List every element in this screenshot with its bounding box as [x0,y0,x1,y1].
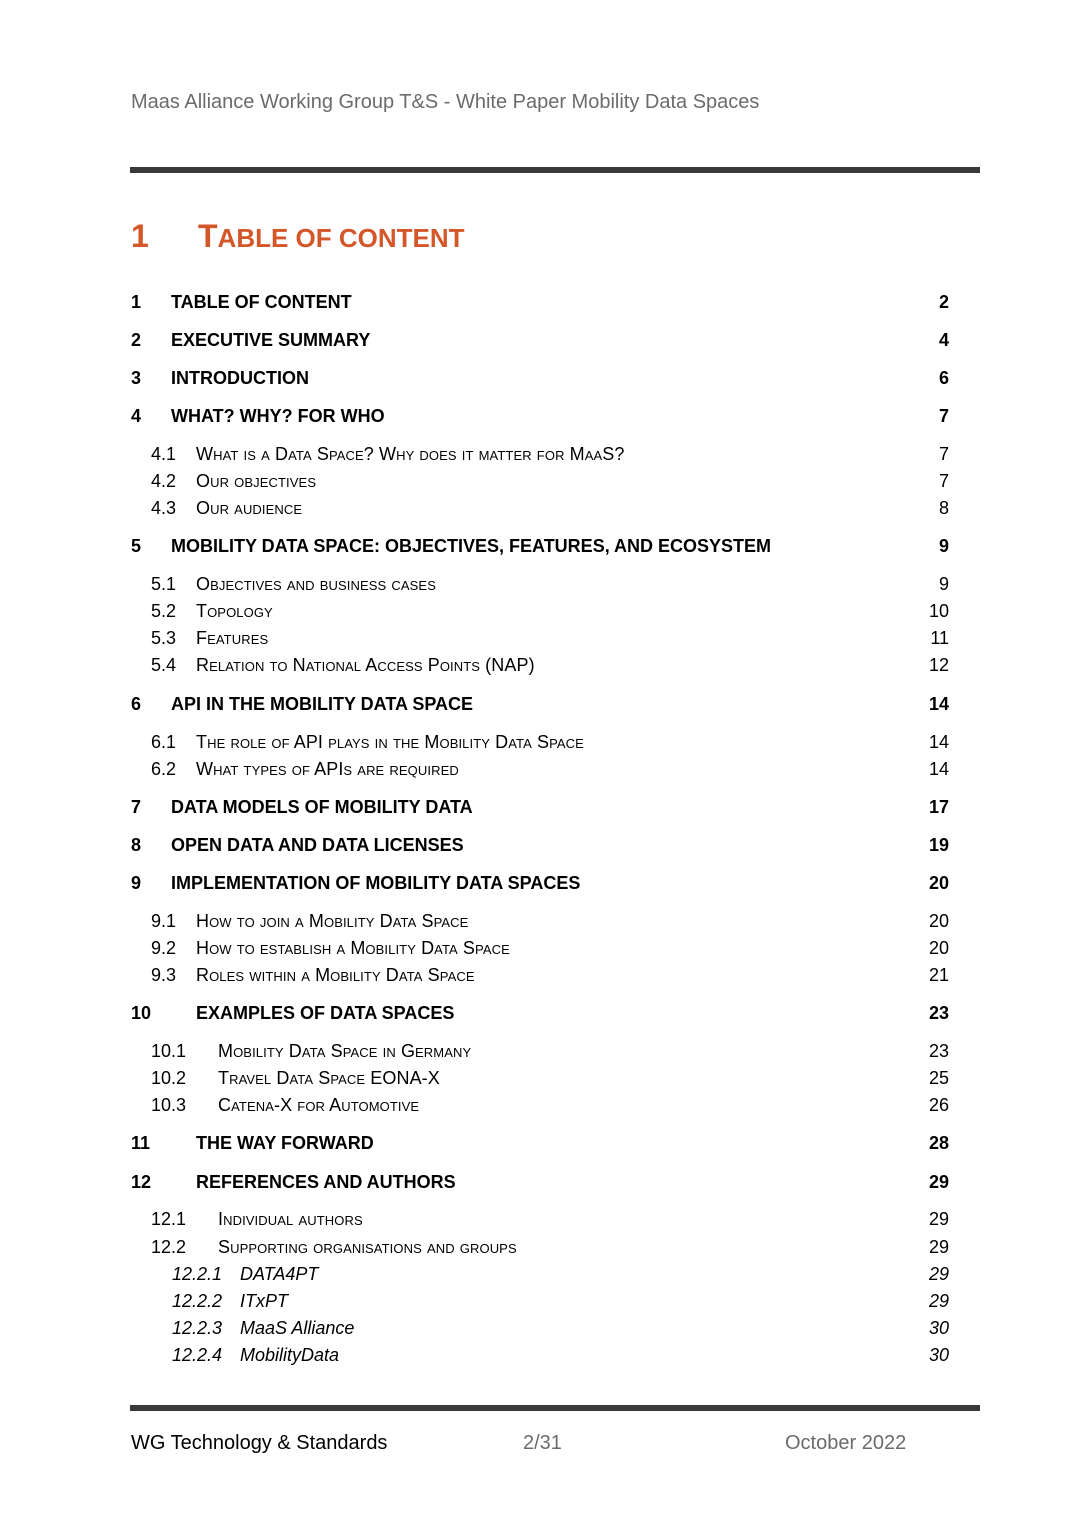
toc-entry-number: 4.3 [151,498,177,518]
toc-entry-number: 5.3 [151,628,177,648]
toc-entry-page: 14 [928,732,949,752]
toc-entry-number: 8 [131,835,142,855]
toc-entry-title: MobilityData [240,1345,340,1365]
toc-entry-number: 12.2.2 [172,1291,223,1311]
toc-entry-number: 9.2 [151,938,177,958]
toc-entry-page: 29 [928,1264,949,1284]
toc-entry[interactable] [0,442,1080,466]
toc-entry[interactable] [0,1001,1080,1025]
toc-entry[interactable] [0,1093,1080,1117]
toc-entry[interactable] [0,1343,1080,1367]
toc-entry-title: Features [196,628,269,648]
toc-entry-page: 26 [928,1095,949,1115]
toc-entry-number: 12.2.3 [172,1318,223,1338]
toc-entry-title: Travel Data Space EONA-X [218,1068,440,1088]
title-rest: ABLE OF CONTENT [217,223,465,253]
toc-entry-number: 7 [131,797,142,817]
toc-entry-title: REFERENCES AND AUTHORS [196,1172,456,1192]
toc-entry-page: 29 [928,1291,949,1311]
toc-entry-number: 5 [131,536,142,556]
toc-entry[interactable] [0,795,1080,819]
toc-entry-title: IMPLEMENTATION OF MOBILITY DATA SPACES [171,873,581,893]
toc-entry-title: Topology [196,601,273,621]
toc-entry-page: 14 [928,694,949,714]
toc-entry[interactable] [0,692,1080,716]
toc-entry[interactable] [0,1170,1080,1194]
toc-entry-page: 7 [938,406,949,426]
toc-entry-page: 17 [928,797,949,817]
toc-entry[interactable] [0,1066,1080,1090]
running-header: Maas Alliance Working Group T&S - White Paper Mobility Data Spaces [131,91,760,113]
toc-entry[interactable] [0,909,1080,933]
toc-entry-page: 29 [928,1209,949,1229]
toc-entry-number: 9.1 [151,911,177,931]
toc-entry-page: 30 [928,1345,949,1365]
toc-entry-title: EXECUTIVE SUMMARY [171,330,371,350]
toc-entry-title: Supporting organisations and groups [218,1237,517,1257]
toc-entry-number: 4.1 [151,444,177,464]
toc-entry-title: Catena-X for Automotive [218,1095,420,1115]
title-initial: T [198,218,218,254]
toc-entry-page: 4 [938,330,949,350]
toc-entry-page: 9 [938,536,949,556]
toc-entry-title: MaaS Alliance [240,1318,355,1338]
toc-entry-number: 12.1 [151,1209,187,1229]
toc-entry-title: INTRODUCTION [171,368,309,388]
toc-entry-page: 20 [928,938,949,958]
toc-entry-title: Individual authors [218,1209,363,1229]
toc-entry-page: 29 [928,1237,949,1257]
toc-entry-page: 14 [928,759,949,779]
toc-entry[interactable] [0,1235,1080,1259]
toc-entry[interactable] [0,1207,1080,1231]
toc-entry[interactable] [0,871,1080,895]
toc-entry-page: 28 [928,1133,949,1153]
toc-entry-number: 12.2.4 [172,1345,223,1365]
toc-entry-page: 8 [938,498,949,518]
toc-entry-number: 12.2.1 [172,1264,223,1284]
toc-entry-title: MOBILITY DATA SPACE: OBJECTIVES, FEATURES, AND ECOSYSTEM [171,536,772,556]
footer-page-number: 2/31 [523,1432,562,1454]
toc-entry-page: 23 [928,1003,949,1023]
toc-entry[interactable] [0,534,1080,558]
toc-entry-page: 11 [930,628,949,648]
toc-entry[interactable] [0,1289,1080,1313]
toc-entry-title: Our audience [196,498,303,518]
toc-entry-number: 4.2 [151,471,177,491]
title-number: 1 [131,218,149,254]
toc-entry-title: How to establish a Mobility Data Space [196,938,510,958]
toc-entry[interactable] [0,469,1080,493]
toc-entry-number: 9 [131,873,142,893]
toc-entry-title: What is a Data Space? Why does it matter for MaaS? [196,444,625,464]
toc-entry-page: 12 [928,655,949,675]
toc-entry-page: 6 [938,368,949,388]
toc-entry-number: 12.2 [151,1237,187,1257]
toc-entry[interactable] [0,626,1080,650]
toc-entry-title: ITxPT [240,1291,288,1311]
toc-entry[interactable] [0,1039,1080,1063]
toc-entry-number: 12 [131,1172,152,1192]
toc-entry-number: 5.4 [151,655,177,675]
toc-entry-title: WHAT? WHY? FOR WHO [171,406,385,426]
toc-entry[interactable] [0,936,1080,960]
toc-entry[interactable] [0,328,1080,352]
toc-entry[interactable] [0,290,1080,314]
toc-entry-number: 10.2 [151,1068,187,1088]
toc-entry-number: 3 [131,368,142,388]
toc-entry-number: 6 [131,694,142,714]
toc-entry-title: Our objectives [196,471,317,491]
toc-entry-number: 5.1 [151,574,177,594]
toc-entry[interactable] [0,404,1080,428]
toc-entry[interactable] [0,1262,1080,1286]
toc-entry-title: DATA MODELS OF MOBILITY DATA [171,797,473,817]
toc-entry-page: 30 [928,1318,949,1338]
toc-entry[interactable] [0,833,1080,857]
toc-entry-page: 9 [938,574,949,594]
toc-entry-page: 7 [938,444,949,464]
toc-entry-number: 11 [131,1133,151,1153]
toc-entry-page: 20 [928,911,949,931]
toc-entry[interactable] [0,1316,1080,1340]
toc-entry-number: 2 [131,330,142,350]
toc-entry-title: Roles within a Mobility Data Space [196,965,475,985]
footer-rule [130,1405,980,1411]
toc-entry-page: 10 [928,601,949,621]
toc-entry-number: 4 [131,406,142,426]
toc-entry-title: Objectives and business cases [196,574,436,594]
toc-entry-title: DATA4PT [240,1264,319,1284]
toc-entry-number: 5.2 [151,601,177,621]
toc-entry-title: What types of APIs are required [196,759,459,779]
toc-entry-number: 10.1 [151,1041,187,1061]
toc-entry-page: 20 [928,873,949,893]
toc-entry-page: 21 [928,965,949,985]
toc-entry[interactable] [0,572,1080,596]
toc-entry-title: THE WAY FORWARD [196,1133,374,1153]
toc-entry-number: 1 [131,292,142,312]
toc-entry-title: Relation to National Access Points (NAP) [196,655,535,675]
toc-entry-number: 6.2 [151,759,177,779]
toc-entry-page: 19 [928,835,949,855]
toc-entry[interactable] [0,730,1080,754]
toc-entry-number: 10 [131,1003,152,1023]
toc-entry-title: How to join a Mobility Data Space [196,911,469,931]
toc-entry[interactable] [0,757,1080,781]
toc-entry[interactable] [0,963,1080,987]
toc-entry[interactable] [0,1131,1080,1155]
footer-date: October 2022 [785,1432,907,1454]
toc-entry-title: TABLE OF CONTENT [171,292,352,312]
toc-entry-page: 2 [938,292,949,312]
toc-entry-title: EXAMPLES OF DATA SPACES [196,1003,455,1023]
toc-entry-number: 6.1 [151,732,177,752]
toc-entry-page: 7 [938,471,949,491]
toc-entry-title: The role of API plays in the Mobility Data Space [196,732,584,752]
toc-entry[interactable] [0,653,1080,677]
toc-entry-title: OPEN DATA AND DATA LICENSES [171,835,464,855]
toc-entry-page: 29 [928,1172,949,1192]
toc-entry[interactable] [0,366,1080,390]
toc-entry[interactable] [0,496,1080,520]
toc-entry-page: 23 [928,1041,949,1061]
footer-group: WG Technology & Standards [131,1432,388,1454]
toc-entry-title: API IN THE MOBILITY DATA SPACE [171,694,474,714]
toc-entry-title: Mobility Data Space in Germany [218,1041,472,1061]
toc-entry-page: 25 [928,1068,949,1088]
toc-entry-number: 9.3 [151,965,177,985]
toc-entry[interactable] [0,599,1080,623]
toc-entry-number: 10.3 [151,1095,187,1115]
